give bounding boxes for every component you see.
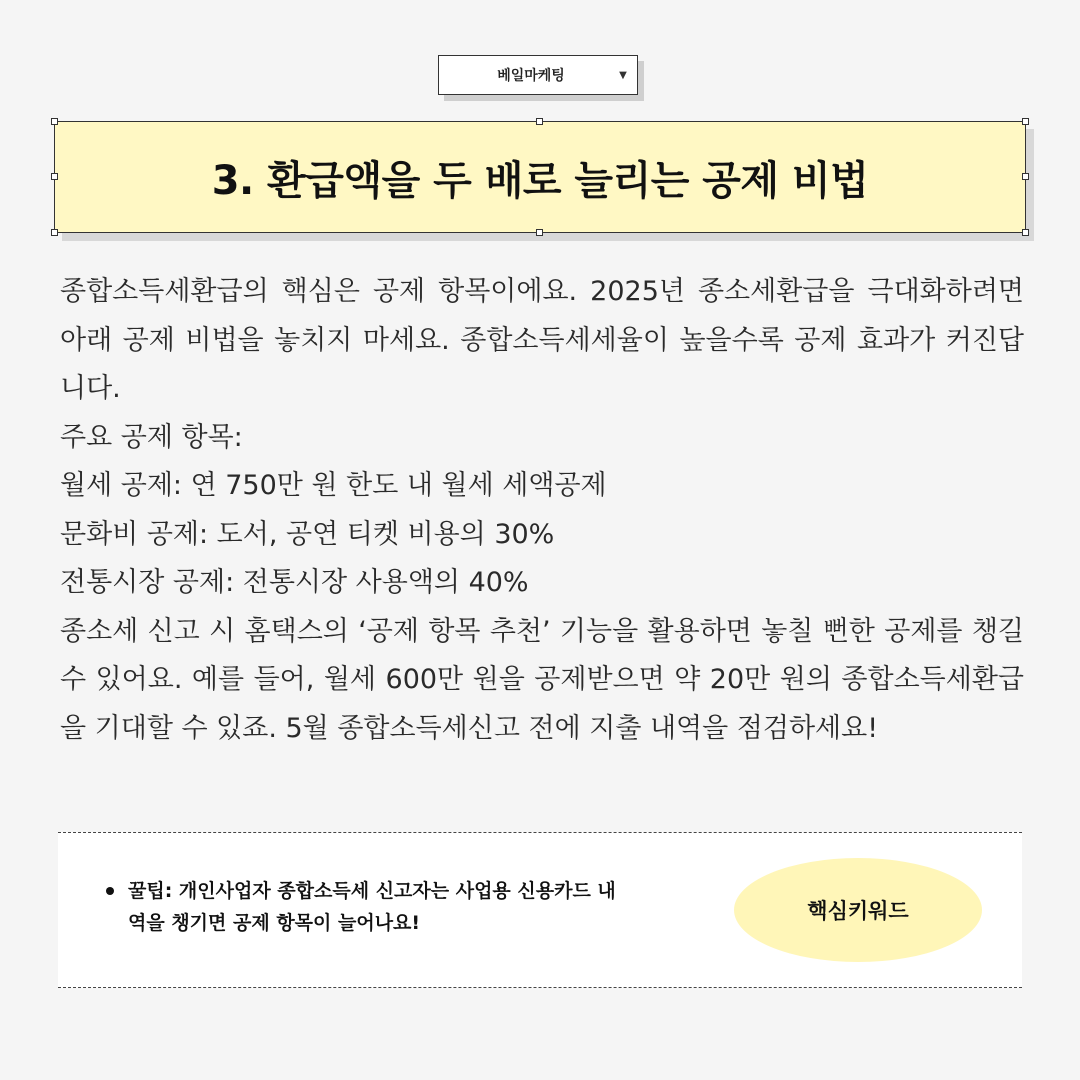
list-item: 문화비 공제: 도서, 공연 티켓 비용의 30%: [60, 518, 555, 550]
tip-line: 꿀팁: 개인사업자 종합소득세 신고자는 사업용 신용카드 내: [128, 880, 616, 902]
caret-down-icon: ▼: [619, 69, 627, 81]
keyword-label: 핵심키워드: [807, 899, 909, 923]
list-item: 월세 공제: 연 750만 원 한도 내 월세 세액공제: [60, 470, 607, 501]
tip-line: 역을 챙기면 공제 항목이 늘어나요!: [128, 912, 421, 934]
resize-handle-middle-left[interactable]: [51, 173, 58, 180]
tip-text: [128, 875, 688, 939]
resize-handle-top-left[interactable]: [51, 118, 58, 125]
body-text: [60, 268, 1024, 753]
resize-handle-bottom-right[interactable]: [1022, 229, 1029, 236]
section-title-box[interactable]: [54, 121, 1026, 233]
resize-handle-bottom-left[interactable]: [51, 229, 58, 236]
keyword-badge: [734, 858, 982, 962]
category-dropdown[interactable]: [438, 55, 638, 95]
intro-paragraph: 종합소득세환급의 핵심은 공제 항목이에요. 2025년 종소세환급을 극대화하려면 아래 공제 비법을 놓치지 마세요. 종합소득세세율이 높을수록 공제 효과가 커진답니다.: [60, 276, 1024, 404]
list-heading: 주요 공제 항목:: [60, 421, 243, 453]
resize-handle-top-right[interactable]: [1022, 118, 1029, 125]
resize-handle-top-center[interactable]: [536, 118, 543, 125]
bullet-icon: [106, 887, 114, 895]
tip-box: [58, 832, 1022, 988]
closing-paragraph: 종소세 신고 시 홈택스의 ‘공제 항목 추천’ 기능을 활용하면 놓칠 뻔한 공제를 챙길 수 있어요. 예를 들어, 월세 600만 원을 공제받으면 약 20만 원의 종합소득세환급을 기대할 수 있죠. 5월 종합소득세신고 전에 지출 내역을 점검하세요!: [60, 615, 1024, 744]
list-item: 전통시장 공제: 전통시장 사용액의 40%: [60, 567, 529, 598]
resize-handle-bottom-center[interactable]: [536, 229, 543, 236]
dropdown-label: 베일마케팅: [497, 68, 565, 84]
resize-handle-middle-right[interactable]: [1022, 173, 1029, 180]
section-title: 3. 환급액을 두 배로 늘리는 공제 비법: [211, 157, 869, 204]
